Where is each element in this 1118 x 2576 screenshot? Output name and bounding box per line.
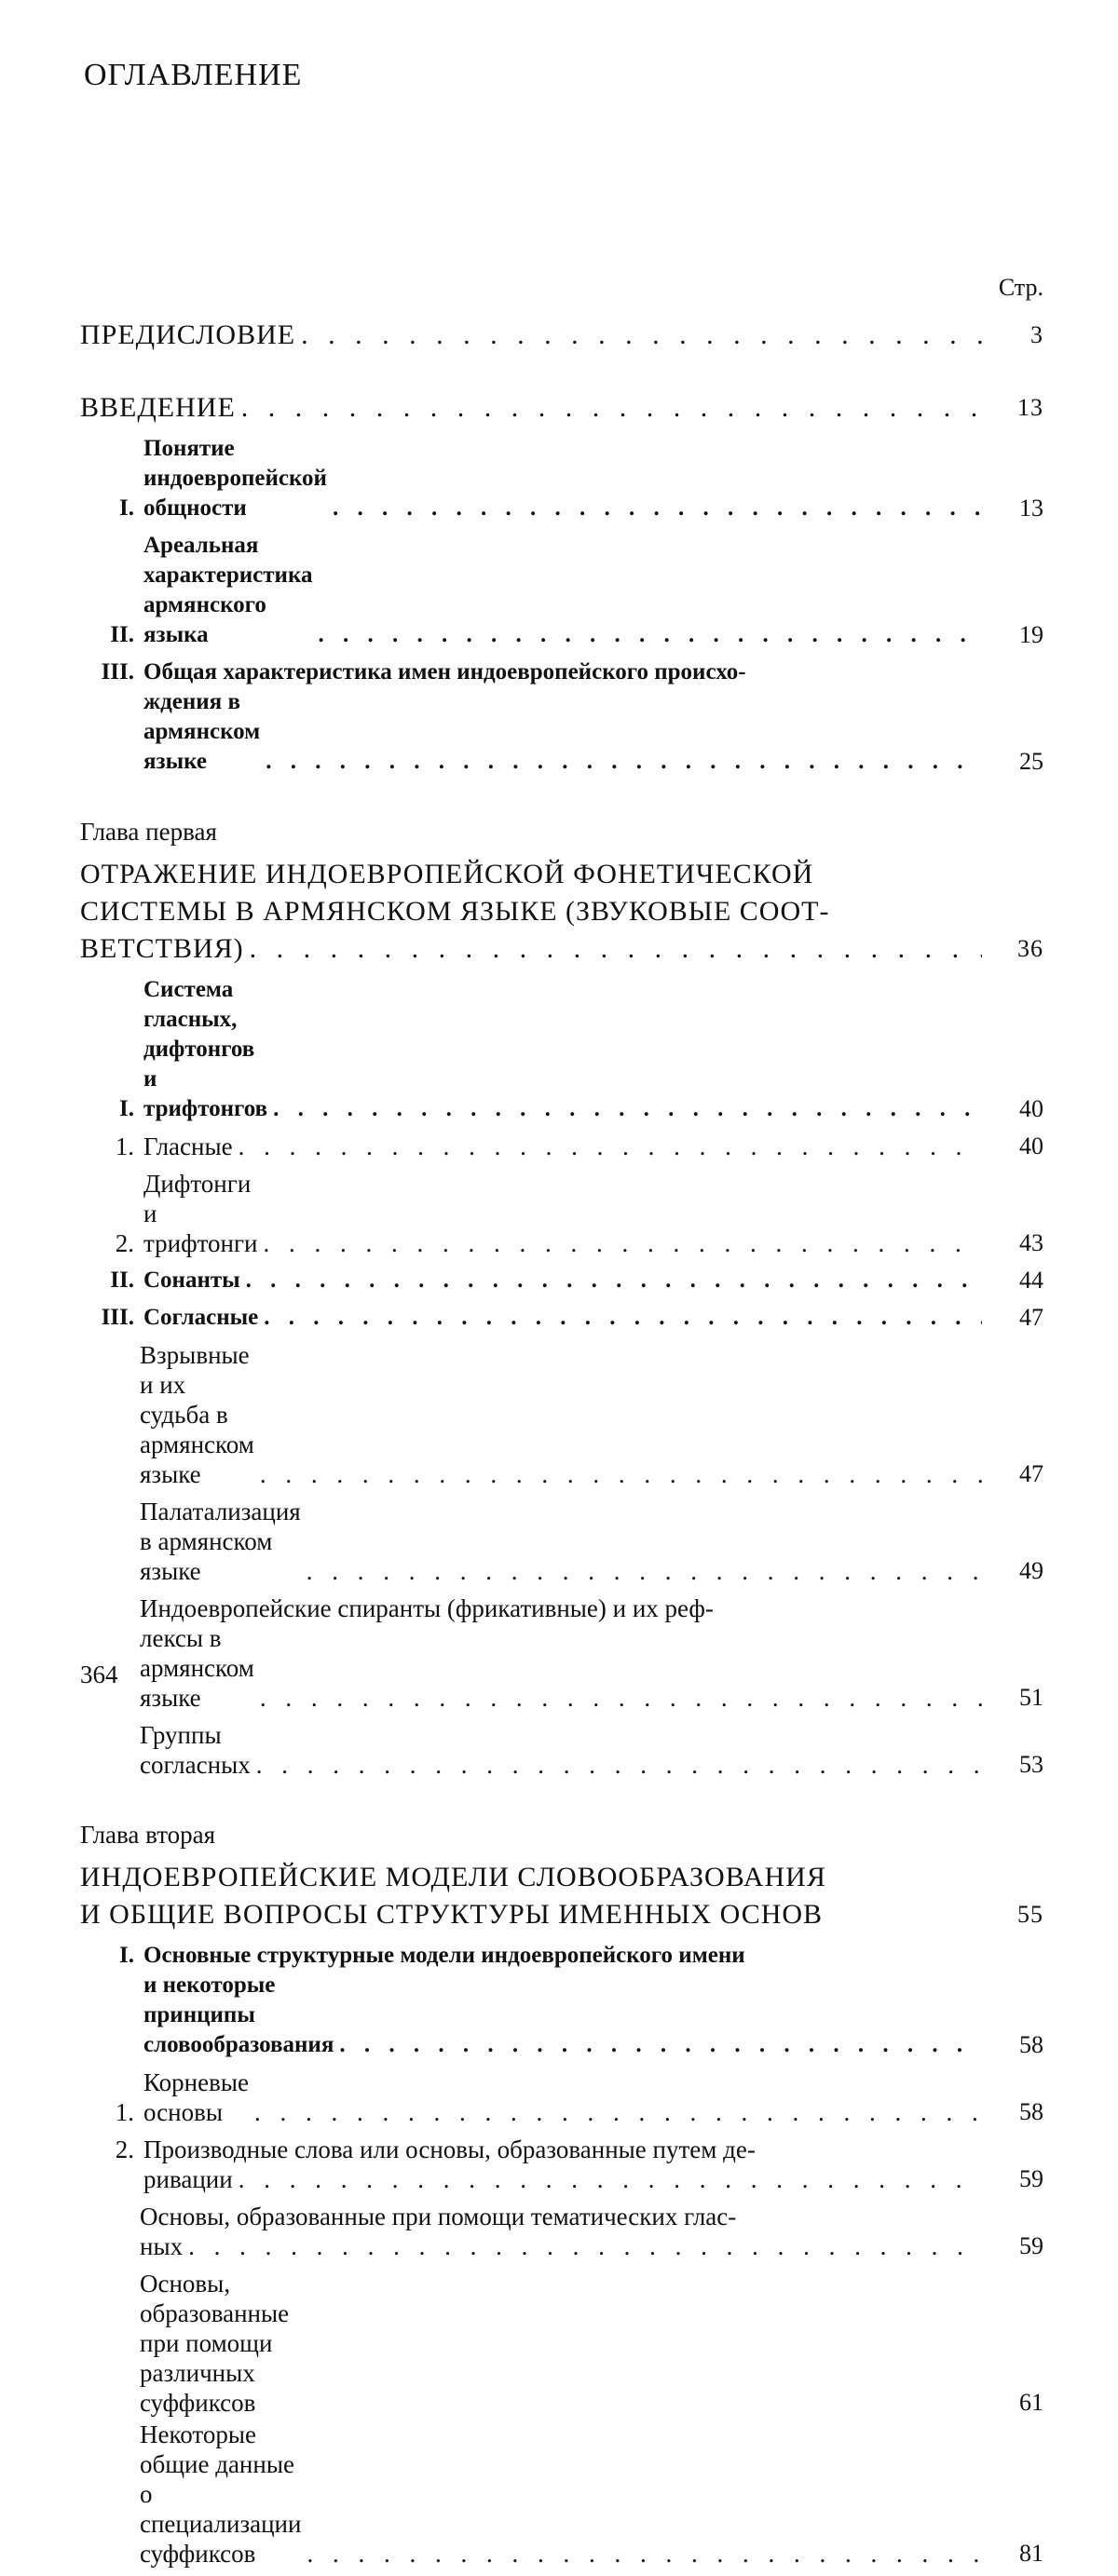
entry-text: Дифтонги и трифтонги	[143, 1170, 258, 1257]
page-number: 59	[1019, 2165, 1043, 2192]
page-number: 59	[1019, 2232, 1043, 2259]
leader-dots	[307, 2539, 982, 2569]
leader-dots	[239, 1132, 982, 1161]
leader-dots	[301, 317, 982, 354]
page-number: 81	[1019, 2540, 1043, 2567]
page-number: 3	[1030, 321, 1043, 348]
page-number: 55	[1017, 1901, 1043, 1928]
page-number: 51	[1019, 1684, 1043, 1711]
entry-number: I.	[119, 1096, 134, 1121]
entry-text: Сонанты	[143, 1268, 240, 1293]
chapter-label: Глава первая	[80, 818, 217, 846]
leader-dots	[246, 1266, 982, 1295]
leader-dots	[318, 620, 982, 650]
entry-text: Индоевропейские спиранты (фрикативные) и их реф-	[140, 1594, 714, 1622]
entry-text: ривации	[143, 2165, 233, 2193]
toc-entry-chapter2[interactable]	[80, 1896, 1043, 1933]
toc-entry[interactable]	[80, 2269, 1043, 2418]
chapter-heading: СИСТЕМЫ В АРМЯНСКОМ ЯЗЫКЕ (ЗВУКОВЫЕ СООТ-	[80, 896, 830, 927]
toc-entry[interactable]	[80, 2068, 1043, 2127]
leader-dots	[260, 1459, 982, 1489]
toc-entry[interactable]	[80, 1303, 1043, 1333]
entry-text: ВВЕДЕНИЕ	[80, 392, 236, 423]
toc-entry[interactable]	[80, 1169, 1043, 1258]
entry-text: лексы в армянском языке	[140, 1624, 254, 1712]
page-number: 61	[1019, 2389, 1043, 2416]
page-number: 19	[1019, 621, 1043, 648]
entry-number: I.	[119, 495, 134, 521]
entry-text: Система гласных, дифтонгов и трифтонгов	[143, 977, 268, 1121]
toc-entry[interactable]	[80, 1941, 1043, 1971]
leader-dots	[260, 1683, 982, 1713]
entry-text: Гласные	[143, 1132, 233, 1160]
entry-text: ВЕТСТВИЯ)	[80, 933, 244, 964]
footer-page-number: 364	[80, 1661, 118, 1688]
chapter-heading: ОТРАЖЕНИЕ ИНДОЕВРОПЕЙСКОЙ ФОНЕТИЧЕСКОЙ	[80, 859, 814, 889]
entry-number: 2.	[115, 1229, 134, 1257]
toc-entry[interactable]	[80, 658, 1043, 687]
entry-number: III.	[101, 1305, 134, 1330]
entry-number: 2.	[115, 2135, 134, 2163]
entry-number: II.	[110, 1268, 134, 1293]
page-number: 25	[1019, 748, 1043, 775]
page-number: 13	[1019, 495, 1043, 522]
toc-entry[interactable]	[80, 434, 1043, 523]
leader-dots	[307, 1556, 982, 1586]
toc-entry[interactable]	[80, 1266, 1043, 1295]
entry-text: Палатализация в армянском языке	[140, 1498, 301, 1585]
leader-dots	[263, 1228, 982, 1258]
entry-text: Основы, образованные при помощи различных суффиксов	[140, 2270, 290, 2417]
entry-text: Понятие индоевропейской общности	[143, 436, 327, 521]
page-title: ОГЛАВЛЕНИЕ	[84, 58, 303, 92]
toc-entry[interactable]	[80, 2420, 1043, 2569]
page-number: 53	[1019, 1751, 1043, 1778]
toc-entry-continued[interactable]	[80, 1971, 1043, 2060]
entry-number: 1.	[115, 2098, 134, 2126]
toc-entry[interactable]	[80, 975, 1043, 1124]
entry-text: ждения в армянском языке	[143, 689, 261, 774]
leader-dots	[266, 747, 982, 777]
toc-entry[interactable]	[80, 531, 1043, 650]
leader-dots	[239, 2164, 982, 2194]
entry-text: Корневые основы	[143, 2068, 249, 2126]
entry-text: Некоторые общие данные о специализации суффиксов	[140, 2420, 302, 2568]
toc-entry-continued[interactable]	[80, 2231, 1043, 2261]
toc-entry[interactable]	[80, 1720, 1043, 1780]
toc-entry[interactable]	[80, 1593, 1043, 1623]
toc-entry[interactable]	[80, 1497, 1043, 1586]
toc-entry-intro[interactable]	[80, 389, 1043, 427]
page-number: 47	[1019, 1460, 1043, 1487]
entry-number: III.	[101, 659, 134, 685]
entry-text: Взрывные и их судьба в армянском языке	[140, 1341, 254, 1488]
leader-dots	[273, 1094, 982, 1124]
entry-text: Общая характеристика имен индоевропейского происхо-	[143, 659, 746, 685]
page-number: 13	[1017, 394, 1043, 421]
entry-text: и некоторые принципы словообразования	[143, 1973, 334, 2057]
chapter-label: Глава вторая	[80, 1821, 216, 1849]
page-number: 58	[1019, 2098, 1043, 2125]
toc-entry[interactable]	[80, 2202, 1043, 2231]
toc-entry-continued[interactable]	[80, 2164, 1043, 2194]
leader-dots	[250, 930, 982, 968]
toc-entry-continued[interactable]	[80, 687, 1043, 777]
leader-dots	[339, 2030, 982, 2060]
entry-text: И ОБЩИЕ ВОПРОСЫ СТРУКТУРЫ ИМЕННЫХ ОСНОВ	[80, 1899, 824, 1930]
page-number: 43	[1019, 1229, 1043, 1256]
entry-text: Основы, образованные при помощи тематических глас-	[140, 2203, 737, 2230]
toc-entry[interactable]	[80, 2135, 1043, 2164]
chapter-heading: ИНДОЕВРОПЕЙСКИЕ МОДЕЛИ СЛОВООБРАЗОВАНИЯ	[80, 1862, 826, 1892]
entry-text: Основные структурные модели индоевропейского имени	[143, 1943, 745, 1968]
entry-text: Группы согласных	[140, 1721, 251, 1779]
toc-entry-continued[interactable]	[80, 1623, 1043, 1713]
leader-dots	[264, 1303, 982, 1333]
entry-text: ПРЕДИСЛОВИЕ	[80, 319, 296, 350]
leader-dots	[254, 2097, 982, 2127]
toc-entry[interactable]	[80, 1340, 1043, 1489]
leader-dots	[333, 494, 982, 523]
page-number: 47	[1019, 1304, 1043, 1331]
page-number: 36	[1017, 935, 1043, 962]
entry-text: Производные слова или основы, образованные путем де-	[143, 2135, 756, 2163]
toc-entry-chapter1[interactable]	[80, 930, 1043, 968]
page-number: 44	[1019, 1267, 1043, 1294]
page-column-label: Стр.	[998, 274, 1043, 301]
leader-dots	[241, 389, 982, 427]
entry-text: Согласные	[143, 1305, 259, 1330]
toc-entry[interactable]	[80, 1132, 1043, 1161]
toc-entry-preface[interactable]	[80, 317, 1043, 354]
page-number: 49	[1019, 1557, 1043, 1584]
entry-text: Ареальная характеристика армянского языка	[143, 533, 313, 647]
entry-number: II.	[110, 622, 134, 647]
page-number: 58	[1019, 2031, 1043, 2058]
entry-number: I.	[119, 1943, 134, 1968]
entry-text: ных	[140, 2232, 184, 2260]
page-number: 40	[1019, 1132, 1043, 1159]
leader-dots	[188, 2231, 982, 2261]
entry-number: 1.	[115, 1132, 134, 1160]
table-of-contents	[80, 317, 1043, 2576]
page-number: 40	[1019, 1095, 1043, 1122]
leader-dots	[256, 1750, 982, 1780]
